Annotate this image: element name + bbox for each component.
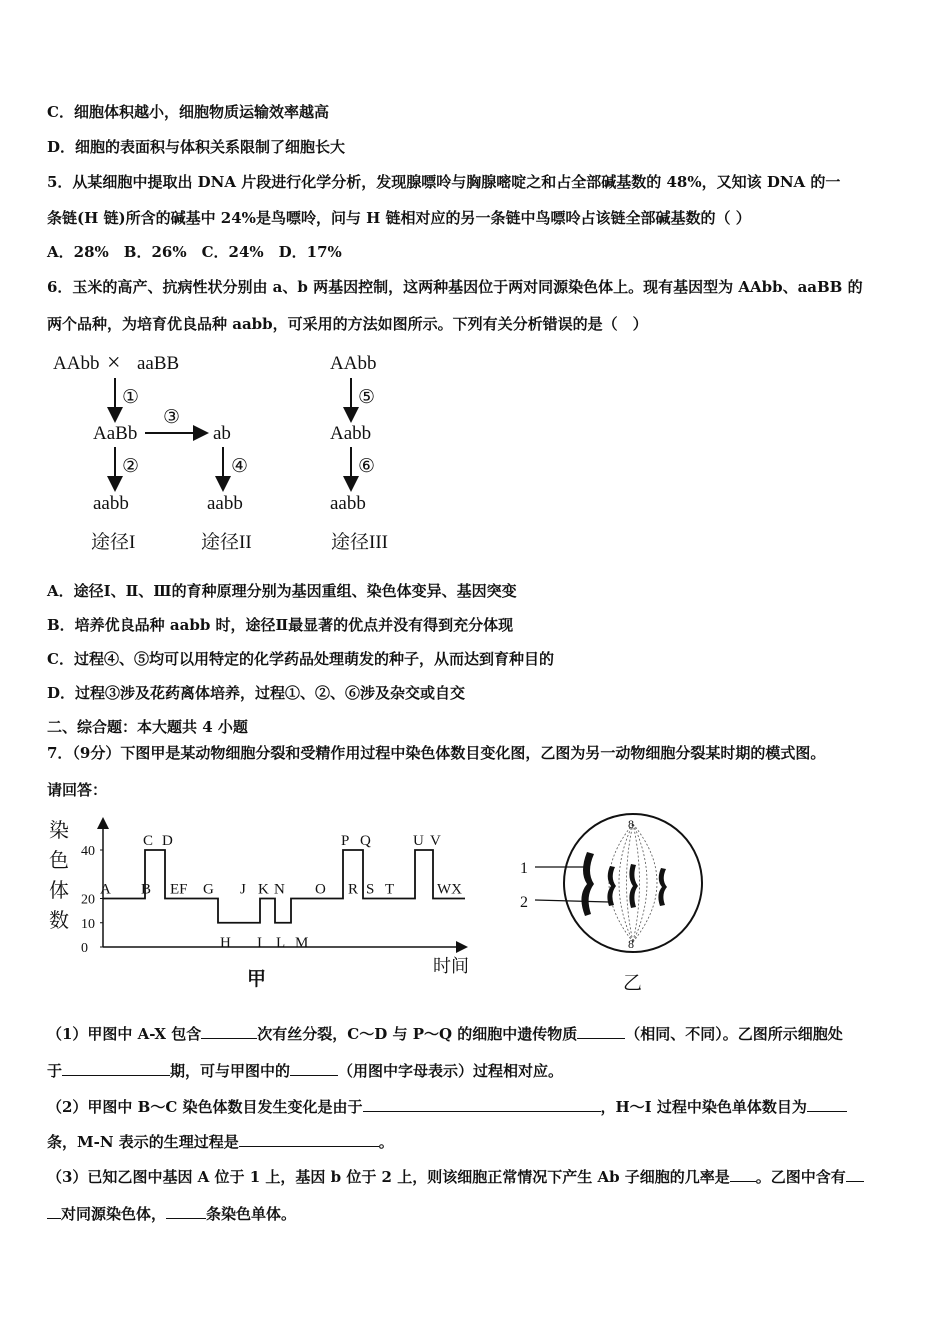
chart-title: 甲: [247, 969, 267, 990]
q7-sub2-line1: [47, 1096, 847, 1117]
step1-label: ①: [122, 387, 140, 408]
cross-symbol: ×: [107, 350, 121, 376]
centriole-bottom-icon: 8: [628, 937, 634, 951]
y-tick-0: 0: [81, 941, 88, 956]
path-2-label: 途径II: [201, 532, 252, 553]
result-aabb-1: aabb: [93, 493, 129, 514]
point-label-D: D: [162, 833, 173, 849]
centriole-top-icon: 8: [628, 817, 634, 831]
step5-label: ⑤: [358, 387, 376, 408]
point-label-WX: WX: [437, 881, 462, 898]
chromosome-1: [581, 852, 594, 916]
parent-aabb-2: aaBB: [137, 353, 180, 374]
q7-sub2-text-a: （2）甲图中 B～C 染色体数目发生变化是由于: [47, 1098, 363, 1116]
point-label-K: K: [258, 881, 269, 898]
q7-sub2-line2: [47, 1131, 394, 1152]
y-tick-20: 20: [81, 892, 95, 908]
q7-sub1-text-a: （1）甲图中 A-X 包含: [47, 1025, 202, 1043]
q5-stem-line1: 5．从某细胞中提取出 DNA 片段进行化学分析，发现腺嘌呤与胸腺嘧啶之和占全部碱基数的 48%，又知该 DNA 的一: [47, 173, 841, 191]
blank-phase[interactable]: [62, 1060, 170, 1076]
y-axis-label-char: 色: [49, 850, 69, 872]
step3-label: ③: [163, 407, 181, 428]
q7-sub1-line2: [47, 1060, 563, 1081]
q5-stem-line2: 条链(H 链)所含的碱基中 24%是鸟嘌呤，问与 H 链相对应的另一条链中鸟嘌呤占该链全部碱基数的（ ）: [47, 209, 751, 227]
path-3-label: 途径III: [331, 532, 388, 553]
q4-option-c: C．细胞体积越小，细胞物质运输效率越高: [47, 103, 329, 121]
blank-mitosis-count[interactable]: [201, 1023, 257, 1039]
q6-stem-line1: 6．玉米的高产、抗病性状分别由 a、b 两基因控制，这两种基因位于两对同源染色体上。现有基因型为 AAbb、aaBB 的: [47, 278, 863, 296]
cell-title: 乙: [623, 973, 643, 994]
haploid-ab: ab: [213, 423, 231, 444]
point-label-T: T: [385, 881, 395, 898]
blank-chromatid-total[interactable]: [166, 1203, 206, 1219]
q7-sub1-text-b: 次有丝分裂，C～D 与 P～Q 的细胞中遗传物质: [257, 1025, 578, 1043]
q7-sub3-text-a: （3）已知乙图中基因 A 位于 1 上，基因 b 位于 2 上，则该细胞正常情况下产生 Ab 子细胞的几率是: [47, 1168, 730, 1186]
q7-sub2-text-b: ，H～I 过程中染色单体数目为: [600, 1098, 807, 1116]
cell-label-2: 2: [520, 894, 528, 911]
step4-label: ④: [231, 456, 249, 477]
q7-sub1-text-d: 于: [47, 1062, 63, 1080]
result-aabb-3: aabb: [330, 493, 366, 514]
f1-aabb: AaBb: [93, 423, 138, 444]
step2-label: ②: [122, 456, 140, 477]
cell-division-diagram: [515, 812, 705, 997]
y-axis-label-char: 染: [49, 820, 69, 842]
q7-stem-line2: 请回答：: [47, 781, 108, 799]
q6-option-d: D．过程③涉及花药离体培养，过程①、②、⑥涉及杂交或自交: [47, 684, 466, 702]
chromosome-number-chart: [45, 815, 485, 995]
point-label-B: B: [141, 881, 152, 898]
blank-ab-probability[interactable]: [730, 1166, 756, 1182]
q7-stem-line1: 7．（9分）下图甲是某动物细胞分裂和受精作用过程中染色体数目变化图，乙图为另一动物细胞分裂某时期的模式图。: [47, 744, 826, 762]
point-label-P: P: [341, 833, 350, 849]
path-1-label: 途径I: [91, 532, 136, 553]
mutant-aabb: Aabb: [330, 423, 372, 444]
y-tick-10: 10: [81, 916, 95, 932]
chromosome-4: [658, 868, 667, 906]
parent-aabb-3: AAbb: [330, 353, 377, 374]
point-label-H: H: [220, 934, 231, 951]
q6-option-a: A．途径Ⅰ、Ⅱ、Ⅲ的育种原理分别为基因重组、染色体变异、基因突变: [47, 582, 517, 600]
q7-sub1-text-c: （相同、不同）。乙图所示细胞处: [625, 1025, 843, 1043]
step6-label: ⑥: [358, 456, 376, 477]
point-label-M: M: [295, 934, 309, 951]
q4-option-d: D．细胞的表面积与体积关系限制了细胞长大: [47, 138, 346, 156]
point-label-V: V: [430, 833, 441, 849]
blank-homologous-pairs-b[interactable]: [47, 1203, 61, 1219]
q7-sub3-text-d: 条染色单体。: [206, 1205, 297, 1223]
q6-option-c: C．过程④、⑤均可以用特定的化学药品处理萌发的种子，从而达到育种目的: [47, 650, 554, 668]
point-label-J: J: [240, 881, 246, 898]
point-label-C: C: [143, 833, 154, 849]
section2-title: 二、综合题：本大题共 4 小题: [47, 718, 248, 736]
point-label-EF: EF: [170, 881, 188, 898]
point-label-L: L: [276, 934, 286, 951]
pointer-2: [535, 900, 609, 902]
y-axis-label-char: 体: [49, 880, 69, 902]
x-axis-label: 时间: [433, 956, 469, 976]
cell-label-1: 1: [520, 860, 528, 877]
q7-sub1-line1: [47, 1023, 843, 1044]
blank-mn-process[interactable]: [239, 1131, 379, 1147]
breeding-pathway-diagram: [45, 345, 425, 560]
point-label-N: N: [274, 881, 285, 898]
q7-sub2-text-c: 条，M-N 表示的生理过程是: [47, 1133, 239, 1151]
q7-sub1-text-e: 期，可与甲图中的: [170, 1062, 291, 1080]
point-label-U: U: [413, 833, 424, 849]
blank-homologous-pairs-a[interactable]: [846, 1166, 864, 1182]
q7-sub3-text-c: 对同源染色体，: [61, 1205, 167, 1223]
q7-sub2-text-d: 。: [378, 1133, 394, 1151]
point-label-A: A: [100, 881, 111, 898]
blank-letters[interactable]: [290, 1060, 338, 1076]
q6-option-b: B．培养优良品种 aabb 时，途径Ⅱ最显著的优点并没有得到充分体现: [47, 616, 514, 634]
q7-sub3-line1: [47, 1166, 864, 1187]
y-tick-40: 40: [81, 844, 95, 859]
blank-bc-reason[interactable]: [363, 1096, 601, 1112]
chromosome-2: [607, 866, 616, 906]
q7-sub3-line2: [47, 1203, 296, 1224]
q7-sub1-text-f: （用图中字母表示）过程相对应。: [338, 1062, 564, 1080]
blank-chromatid-count[interactable]: [807, 1096, 847, 1112]
point-label-Q: Q: [360, 833, 371, 849]
q6-stem-line2: 两个品种，为培育优良品种 aabb，可采用的方法如图所示。下列有关分析错误的是（ ）: [47, 315, 648, 333]
blank-genetic-material[interactable]: [577, 1023, 625, 1039]
point-label-S: S: [366, 881, 375, 898]
chromosome-3: [629, 864, 638, 908]
q5-options: A．28% B．26% C．24% D．17%: [47, 243, 342, 261]
y-axis-label-char: 数: [49, 910, 69, 932]
point-label-R: R: [348, 881, 359, 898]
parent-aabb-1: AAbb: [53, 353, 100, 374]
q7-sub3-text-b: 。乙图中含有: [755, 1168, 846, 1186]
result-aabb-2: aabb: [207, 493, 243, 514]
point-label-G: G: [203, 881, 214, 898]
point-label-O: O: [315, 881, 326, 898]
point-label-I: I: [257, 934, 262, 951]
